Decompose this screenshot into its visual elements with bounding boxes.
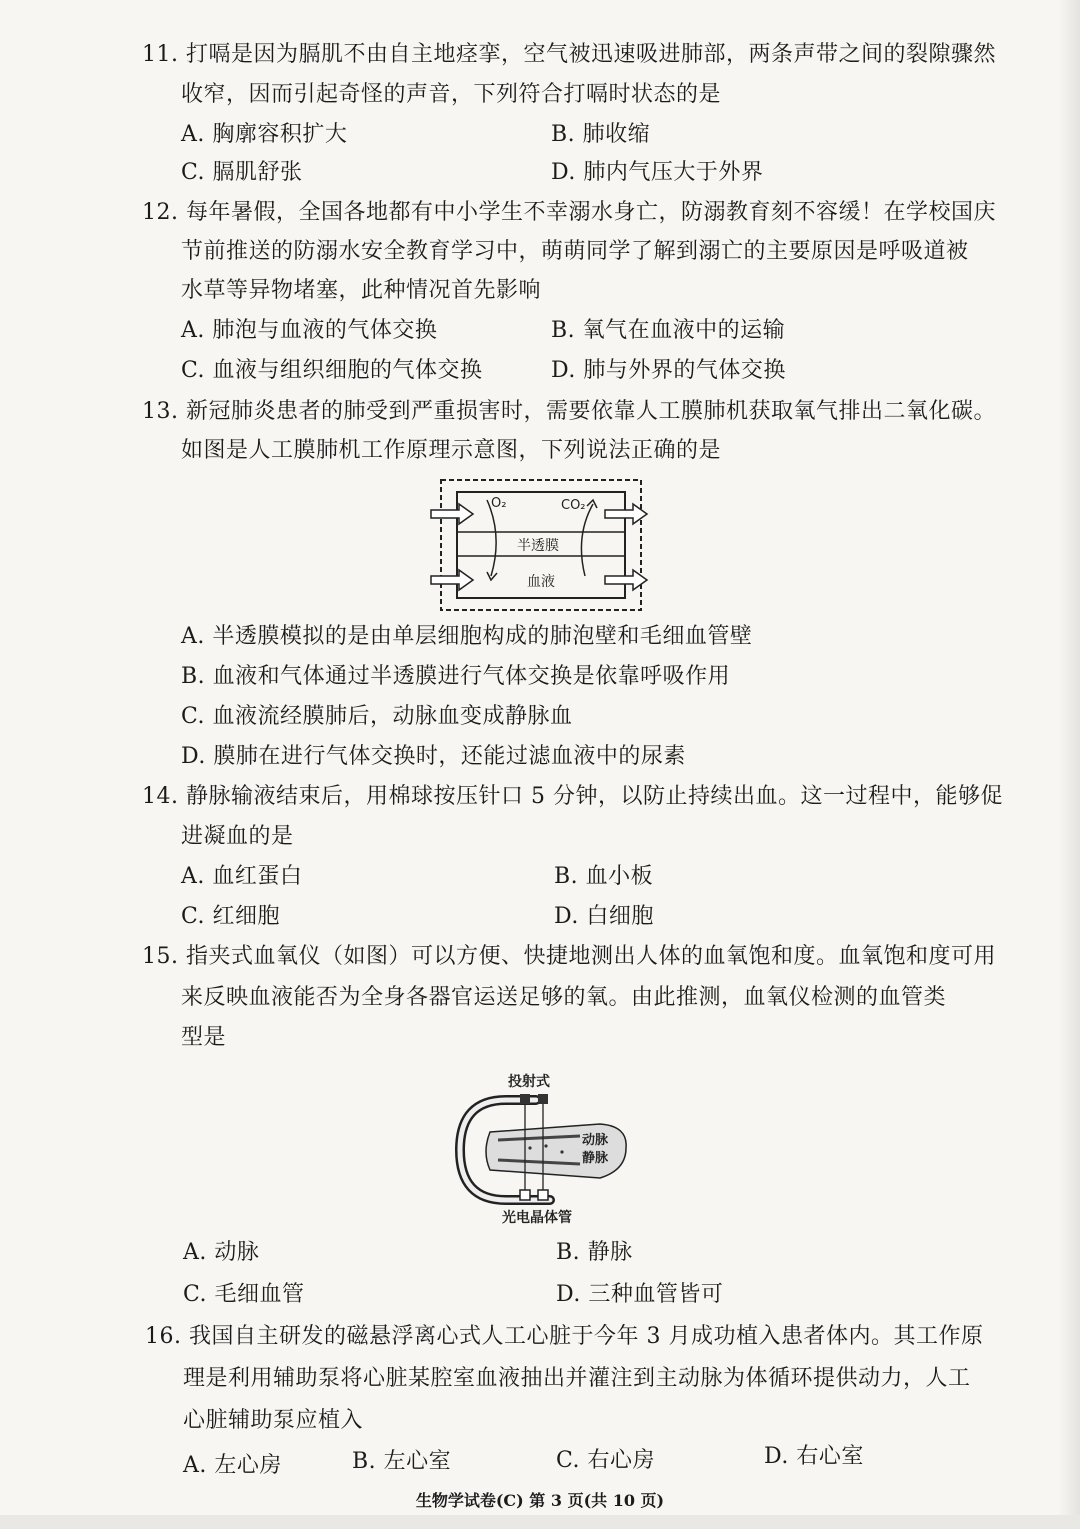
q15-option-a: A. 动脉 — [183, 1240, 260, 1265]
scan-shadow — [1058, 0, 1080, 1529]
blood-inlet-arrow — [431, 570, 473, 590]
q11-stem-line2: 收窄，因而引起奇怪的声音，下列符合打嗝时状态的是 — [181, 82, 722, 107]
q12-stem-line1: 12. 每年暑假，全国各地都有中小学生不幸溺水身亡，防溺教育刻不容缓！在学校国庆 — [142, 200, 996, 225]
q14-stem-line1: 14. 静脉输液结束后，用棉球按压针口 5 分钟，以防止持续出血。这一过程中，能够促 — [142, 784, 1003, 809]
scan-bottom-edge — [0, 1515, 1080, 1529]
phototransistor-label: 光电晶体管 — [502, 1210, 572, 1226]
q16-stem-line2: 理是利用辅助泵将心脏某腔室血液抽出并灌注到主动脉为体循环提供动力，人工 — [183, 1366, 971, 1391]
q11-option-d: D. 肺内气压大于外界 — [551, 160, 764, 185]
vein-label: 静脉 — [582, 1151, 609, 1166]
q12-option-d: D. 肺与外界的气体交换 — [551, 358, 786, 383]
q11-option-a: A. 胸廓容积扩大 — [181, 122, 348, 147]
q16-option-c: C. 右心房 — [556, 1448, 656, 1473]
q13-option-a: A. 半透膜模拟的是由单层细胞构成的肺泡壁和毛细血管壁 — [181, 624, 753, 649]
q16-option-a: A. 左心房 — [183, 1453, 282, 1478]
q16-stem-line3: 心脏辅助泵应植入 — [183, 1408, 364, 1433]
q14-stem-line2: 进凝血的是 — [181, 824, 294, 849]
q16-option-d: D. 右心室 — [764, 1444, 864, 1469]
q15-option-d: D. 三种血管皆可 — [556, 1282, 724, 1307]
gas-inlet-arrow — [431, 504, 473, 524]
q14-option-b: B. 血小板 — [554, 864, 654, 889]
artery-label: 动脉 — [582, 1133, 609, 1148]
q12-stem-line3: 水草等异物堵塞，此种情况首先影响 — [181, 278, 542, 303]
q12-stem-line2: 节前推送的防溺水安全教育学习中，萌萌同学了解到溺亡的主要原因是呼吸道被 — [181, 239, 969, 264]
page-footer: 生物学试卷(C) 第 3 页(共 10 页) — [415, 1491, 665, 1510]
o2-label: O₂ — [491, 496, 507, 511]
q13-option-c: C. 血液流经膜肺后，动脉血变成静脉血 — [181, 704, 573, 729]
q14-option-d: D. 白细胞 — [554, 904, 654, 929]
q14-option-c: C. 红细胞 — [181, 904, 281, 929]
transmissive-label: 投射式 — [508, 1074, 550, 1090]
q15-stem-line1: 15. 指夹式血氧仪（如图）可以方便、快捷地测出人体的血氧饱和度。血氧饱和度可用 — [142, 944, 996, 969]
q16-stem-line1: 16. 我国自主研发的磁悬浮离心式人工心脏于今年 3 月成功植入患者体内。其工作原 — [145, 1324, 984, 1349]
q15-option-c: C. 毛细血管 — [183, 1282, 305, 1307]
membrane-label: 半透膜 — [517, 538, 559, 554]
q11-option-b: B. 肺收缩 — [551, 122, 651, 147]
q15-option-b: B. 静脉 — [556, 1240, 633, 1265]
q12-option-c: C. 血液与组织细胞的气体交换 — [181, 358, 483, 383]
q11-option-c: C. 膈肌舒张 — [181, 160, 303, 185]
q12-option-a: A. 肺泡与血液的气体交换 — [181, 318, 438, 343]
q13-stem-line1: 13. 新冠肺炎患者的肺受到严重损害时，需要依靠人工膜肺机获取氧气排出二氧化碳。 — [142, 399, 996, 424]
q13-option-b: B. 血液和气体通过半透膜进行气体交换是依靠呼吸作用 — [181, 664, 731, 689]
q14-option-a: A. 血红蛋白 — [181, 864, 303, 889]
q15-stem-line3: 型是 — [181, 1025, 227, 1050]
q13-stem-line2: 如图是人工膜肺机工作原理示意图，下列说法正确的是 — [181, 438, 722, 463]
q13-option-d: D. 膜肺在进行气体交换时，还能过滤血液中的尿素 — [181, 744, 686, 769]
q12-option-b: B. 氧气在血液中的运输 — [551, 318, 786, 343]
co2-label: CO₂ — [561, 498, 586, 513]
pulse-oximeter-diagram — [450, 1066, 650, 1230]
blood-label: 血液 — [527, 574, 555, 590]
q15-stem-line2: 来反映血液能否为全身各器官运送足够的氧。由此推测，血氧仪检测的血管类 — [181, 985, 947, 1010]
membrane-lung-diagram — [425, 476, 665, 616]
q16-option-b: B. 左心室 — [352, 1449, 452, 1474]
q11-stem-line1: 11. 打嗝是因为膈肌不由自主地痉挛，空气被迅速吸进肺部，两条声带之间的裂隙骤然 — [142, 42, 996, 67]
